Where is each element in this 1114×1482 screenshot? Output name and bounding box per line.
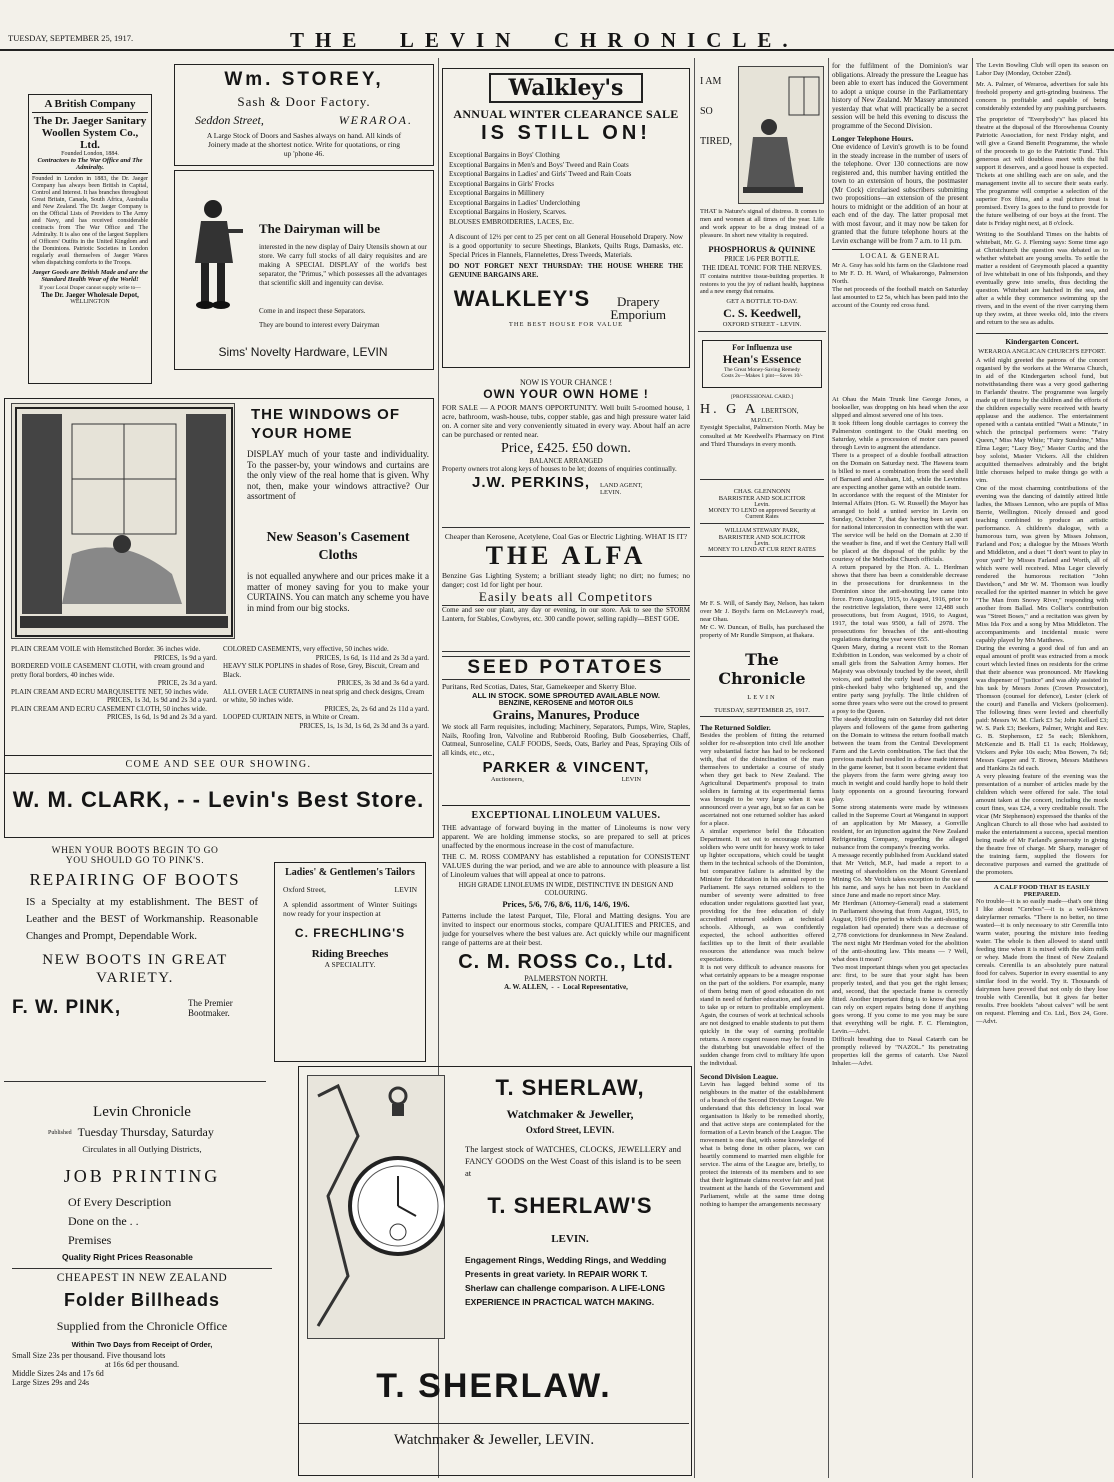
news-paragraph: Levin has lagged behind some of its neighbours in the matter of the establishment of a branch of the Second Division League. We understand that this deficiency in local war organisation is likely to be remedied shortly, and that active steps are contemplated for the formation of a Levin branch of the League. The movement is one that, with some knowledge of what is being done in other places, we can heartily commend to married men eligible for service. The aims of the League are, briefly, to protect the interests of its members and to see that their legitimate claims receive fair and just treatment at the hands of the Government and Parliament, while at the same time doing nothing to hamper the arrangements necessary	[700, 1081, 824, 1208]
jaeger-slogan: Jaeger Goods are British Made and are the Standard Health Wear of the World!	[32, 269, 148, 283]
news-paragraph: Difficult breathing due to Nasal Catarrh can be promptly relieved by "NAZOL." Its penetrating properties kill the germs of catarrh. Use Nazol Inhaler.—Advt.	[832, 1036, 968, 1067]
news-paragraph: A very pleasing feature of the evening was the presentation of a number of articles made by the children which were offered for sale. The total amount taken at the concert, including the mock court fines, was £24, a very creditable result. The vicar (Mr Stephenson) expressed the thanks of the Anglican Church to all those who had assisted to make the entertainment a success, special mention being made of Mr Farland's generosity in giving the theatre free of charge. Mr Sharp, manager of the training farm, supplied the flowers for decorative purposes and earned the gratitude of the promoters.	[976, 773, 1108, 876]
hga-name: H. G A	[700, 402, 759, 417]
pink-body: IS a Specialty at my establishment. The BEST of Leather and the BEST of Workmanship. Reasonable Changes and Prompt, Dependable Work.	[26, 897, 258, 942]
linoleum-title: EXCEPTIONAL LINOLEUM VALUES.	[471, 810, 661, 821]
news-col5-bottom	[700, 600, 824, 1480]
lawyer2-money: MONEY TO LEND AT CUR RENT RATES	[708, 547, 816, 553]
hga-title: M.P.O.C.	[750, 418, 774, 424]
walkley-footer2: Drapery Emporium	[610, 294, 667, 322]
freckling-body: A splendid assortment of Winter Suitings now ready for your inspection at	[283, 900, 417, 918]
news-paragraph: A return prepared by the Hon. A. L. Herdman shows that there has been a considerable decrease in the prosecutions for drunkenness in the Dominion since the anti-shouting law came into force. From August, 1915, to August, 1916, prior to the restrictive legislation, there were 12,488 such prosecutions, but from August, 1916, to August, 1917, the total was 9500, a fall of 2978. The prosecutions for breaches of the anti-shouting regulations during the year were 655.	[832, 564, 968, 643]
lawyer1-money: MONEY TO LEND on approved Security at Current Rates	[708, 508, 816, 520]
tired-product: PHOSPHORUS & QUININE	[708, 244, 816, 254]
news-paragraph: No trouble—it is so easily made—that's one thing I like about "Cerebos"—it is a well-known dairyfarmer remarks. "There is no better, no time wasted—it is only necessary to stir Cerenilla into warm water, pouring the mixture into feeding water. The whole is then allowed to stand until feeding time when it is mixed with the skim milk or whey. Made from the finest of New Zealand cereals. Cerenilla is an absolutely pure natural food for calves. Superior in every essential to any similar food in the world. Try it. Thousands of dairymen have proved that not only do they lose trouble with Cerenilla, but it gives far better results. Free booklets "about calves" will be sent on request. Fleming and Co. Ltd., Box 24, Gore.—Advt.	[976, 898, 1108, 1025]
tired-ad	[698, 62, 826, 332]
influenza-title: For Influenza use	[732, 343, 792, 352]
clark-ad	[4, 398, 434, 838]
perkins-body: FOR SALE — A POOR MAN'S OPPORTUNITY. Well built 5-roomed house, 1 acre, bathroom, wash-house, tubs, copper stable, gas and high pressure water laid on. A corner site and very conveniently situated in every way. About half an acre can be purchased or rented near.	[442, 403, 690, 439]
news-heading: Longer Telephone Hours.	[832, 134, 914, 143]
walkley-item: Exceptional Bargains in Girls' Frocks	[449, 179, 554, 188]
windows-price: PRICES, 1s 9d a yard.	[154, 653, 217, 662]
lawyer1-role: BARRISTER AND SOLICITOR	[718, 495, 806, 502]
news-paragraph: Mr C. W. Duncan, of Bulls, has purchased the property of Mr Rundle Simpson, at Ihakara.	[700, 624, 824, 639]
seed-oils: BENZINE, KEROSENE and MOTOR OILS	[498, 700, 634, 707]
chronicle-ad-folder: Folder Billheads	[63, 1290, 221, 1310]
tired-price: PRICE 1/6 PER BOTTLE.	[724, 255, 800, 263]
ross-agent: A. W. ALLEN, - - Local Representative,	[504, 983, 628, 991]
windows-title: THE WINDOWS OF YOUR HOME	[251, 406, 400, 442]
windows-item: COLORED CASEMENTS, very effective, 50 inches wide.	[223, 645, 389, 653]
column-rule	[694, 58, 695, 1478]
lawyer2-role: BARRISTER AND SOLICITOR	[718, 534, 806, 541]
tired-illustration	[738, 66, 824, 204]
jaeger-name: The Dr. Jaeger Sanitary Woollen System Co., Ltd.	[33, 115, 147, 151]
hga-body: Eyesight Specialist, Palmerston North. May be consulted at Mr Keedwell's Pharmacy on First and Third Thursdays in every month.	[700, 424, 824, 448]
news-paragraph: There is a prospect of a double football attraction on the Domain on Saturday next. The Hawera team is billed to meet a combination from the seed shell of Barnard and Abraham, Ltd., while the Levinites are expecting another game with an outside team.	[832, 452, 968, 491]
windows-intro: DISPLAY much of your taste and individuality. To the passer-by, your windows and curtains are the only view of the real home that is given. Why not, then, make your windows attractive? Our assortment of	[247, 449, 429, 501]
news-paragraph: Mr A. Gray has sold his farm on the Gladstone road to Mr F. D. H. Ward, of Whakarongo, Palmerston North.	[832, 262, 968, 285]
freckling-ad	[274, 862, 426, 1062]
sherlaw-ad	[298, 1066, 692, 1476]
news-paragraph: Mr. A. Palmer, of Weraroa, advertises for sale his freehold property and grit-grinding business. The concern is profitable and capable of being considerably extended by any pushing purchasers.	[976, 81, 1108, 112]
chronicle-ad-cheapest: CHEAPEST IN NEW ZEALAND	[12, 1268, 272, 1284]
news-paragraph: During the evening a good deal of fun and an equal amount of profit was extracted from a mock court which levied fines on residents for the crime that their absence was pronounced. Mr Hawking was dispenser of "justice" and was ably assisted in his task by Messrs Jones (Crown Prosecutor), Thomson (counsel for defence), Lester (clerk of the court) and Fanella and Vickers (policemen). The following fines were levied and cheerfully paid: Messrs W. M. Clark £3 5s; John Kellard £3; W. S. Park £3; Beekers, Palmer, Wright and Rev. G. B. Stephenson, £2 5s each; Blenkhorn, McKenzie and B. Hall £1 1s each; Holdaway, Vickers and Pyke 10s each; Miss Bowen, 7s 6d; Messrs Gapper and T. Brown, Messrs Matthews and Hankins 2s 6d each.	[976, 645, 1108, 772]
lawyer1-town: Levin.	[754, 502, 770, 508]
freckling-title: Ladies' & Gentlemen's Tailors	[285, 867, 415, 878]
chronicle-ad-l1: Of Every Description	[68, 1195, 172, 1209]
linoleum-p1: THE advantage of forward buying in the matter of Linoleums is now very apparent. We are holding immense stocks, so are prepared to sell at prices unaffected by the enormous increase in the cost of manufacture.	[442, 823, 690, 850]
windows-item: HEAVY SILK POPLINS in shades of Rose, Grey, Biscuit, Cream and Black.	[223, 662, 420, 679]
chronicle-ad-job: JOB PRINTING	[63, 1166, 221, 1186]
lawyer2-town: Levin.	[754, 541, 770, 547]
parker-role: Auctioneers,	[490, 776, 524, 783]
windows-price: PRICES, 1s 3d, 1s 9d and 2s 3d a yard.	[106, 696, 217, 704]
chronicle-ad-large: Large Sizes 29s and 24s	[12, 1378, 90, 1387]
perkins-price: Price, £425. £50 down.	[501, 441, 631, 456]
masthead-rule	[0, 49, 1114, 51]
perkins-terms: BALANCE ARRANGED	[529, 457, 603, 465]
linoleum-p2: THE C. M. ROSS COMPANY has established a reputation for CONSISTENT VALUES during the war period, and we are able to announce with pleasure a list of Linoleum values that will appeal at once to patrons.	[442, 852, 690, 879]
news-paragraph: At Ohau the Main Trunk line George Jones, a bookseller, was dropping on his head when the axe slipped and almost severed one of his toes.	[832, 396, 968, 419]
news-paragraph: A message recently published from Auckland stated that Mr Veitch, M.P., had made a report to a meeting of shareholders on the Mount Greenland Mining Co. Mr Veitch takes exception to the use of his name, and says he has not been in Auckland since June and made no report since May.	[832, 852, 968, 899]
windows-price: PRICE, 2s 3d a yard.	[157, 679, 217, 687]
masthead-date: TUESDAY, SEPTEMBER 25, 1917.	[8, 33, 134, 43]
chronicle-masthead: The Chronicle	[718, 650, 806, 688]
lawyers-cards	[700, 484, 824, 594]
sherlaw-street: Oxford Street, LEVIN.	[525, 1125, 615, 1135]
news-col5-top	[832, 62, 968, 392]
news-heading: Second Division League.	[700, 1072, 779, 1081]
column-rule	[828, 58, 829, 1478]
jaeger-note: If your Local Draper cannot supply write to—	[39, 285, 141, 291]
walkley-item: Exceptional Bargains in Boys' Clothing	[449, 151, 560, 159]
walkley-item: Exceptional Bargains in Hosiery, Scarves.	[449, 208, 567, 216]
linoleum-p4: Patterns include the latest Parquet, Tile, Floral and Matting designs. You are invited to inspect our enormous stocks, compare QUALITIES and PRICES, and judge for yourselves where the best values are. Act quickly while our magnificent range of patterns are at their best.	[442, 911, 690, 947]
chronicle-ad-title: Levin Chronicle	[93, 1104, 191, 1120]
chronicle-ad-middle: Middle Sizes 24s and 17s 6d	[12, 1369, 104, 1378]
window-illustration	[11, 403, 235, 639]
tired-cta: GET A BOTTLE TO-DAY.	[726, 298, 798, 305]
alfa-body2: Come and see our plant, any day or evening, in our store. Ask to see the STORM Lantern, for Stables, Cowbyres, etc. 300 candle power, selling rapidly—BEST GOE.	[442, 606, 690, 623]
influenza-tag: The Great Money-Saving Remedy	[724, 367, 800, 373]
windows-price: PRICES, 1s 6d, 1s 11d and 2s 3d a yard.	[315, 653, 429, 662]
chronicle-town: LEVIN	[747, 694, 777, 701]
linoleum-prices: Prices, 5/6, 7/6, 8/6, 11/6, 14/6, 19/6.	[502, 899, 630, 909]
walkley-discount: A discount of 12½ per cent to 25 per cent on all General Household Drapery. Now is a good opportunity to secure Sheetings, Blankets, Quilts Rugs, Damasks, etc. Special Prices in Flannels, Flannelettes, Dress Tweeds, Materials.	[449, 233, 683, 259]
storey-body: A Large Stock of Doors and Sashes always on hand. All kinds of Joinery made at the shortest notice. Write for quotations, or ring up 'phone 46.	[206, 131, 402, 158]
masthead-title: THE LEVIN CHRONICLE.	[290, 28, 799, 52]
sims-title: The Dairyman will be	[259, 221, 380, 236]
windows-price: PRICES, 2s, 2s 6d and 2s 11d a yard.	[324, 704, 429, 713]
news-col6	[832, 396, 968, 1476]
storey-ad	[174, 64, 434, 166]
windows-price: PRICES, 1s 6d, 1s 9d and 2s 3d a yard.	[106, 713, 217, 721]
chronicle-ad-l3: Premises	[68, 1233, 112, 1247]
windows-subtitle: New Season's Casement Cloths	[266, 530, 410, 563]
tired-line1: I AM	[700, 76, 722, 87]
storey-trade: Sash & Door Factory.	[237, 94, 371, 109]
sherlaw-name: T. SHERLAW,	[495, 1075, 645, 1100]
walkley-item: Exceptional Bargains in Men's and Boys' Tweed and Rain Coats	[449, 160, 629, 169]
news-heading: A CALF FOOD THAT IS EASILY PREPARED.	[976, 881, 1108, 898]
masthead	[0, 0, 1114, 54]
windows-price: PRICES, 3s 3d and 3s 6d a yard.	[337, 679, 429, 687]
tired-line3: TIRED,	[700, 136, 732, 147]
news-paragraph: Mr Herdman (Attorney-General) read a statement in Parliament showing that from August, 1915, to August, 1916 (the period in which the anti-shouting regulation had operated) there was a decrease of 2,778 convictions for drunkenness in New Zealand. The next night Mr Herdman voted for the abolition of the anti-shouting law. This means — ? Well, what does it mean?	[832, 900, 968, 963]
sims-body2: Come in and inspect these Separators.	[259, 307, 366, 315]
news-paragraph: One evidence of Levin's growth is to be found in the steady increase in the number of users of the telephone. Over 130 connections are now registered and, this number having entitled the town to an extension of hours, the postmaster (Mr Cock) circularised subscribers submitting two propositions—an extension of the present hours to midnight or the addition of an hour at each end of the day. The latter proposal met with most favour, and it may now be taken for granted that the future telephone hours at the Levin exchange will be from 7 a.m. to 11 p.m.	[832, 143, 968, 245]
perkins-note: Property owners trot along keys of houses to be let; dozens of enquiries continually.	[442, 465, 677, 473]
freckling-street: Oxford Street,	[283, 885, 326, 894]
chronicle-ad-l2: Done on the . .	[68, 1214, 139, 1228]
parker-footer: PARKER & VINCENT,	[482, 759, 650, 776]
alfa-name: THE ALFA	[485, 541, 647, 570]
chronicle-ad-supplied: Supplied from the Chronicle Office	[56, 1319, 228, 1333]
news-heading: LOCAL & GENERAL	[832, 249, 968, 260]
jaeger-ad	[28, 94, 152, 384]
sherlaw-body: The largest stock of WATCHES, CLOCKS, JEWELLERY and FANCY GOODS on the West Coast of this island is to be seen at	[465, 1144, 681, 1178]
freckling-tag: A SPECIALITY.	[324, 960, 376, 969]
pink-line2: YOU SHOULD GO TO PINK'S.	[65, 856, 205, 866]
windows-body: is not equalled anywhere and our prices make it a matter of money saving for you to make your CURTAINS. You can match any scheme you have in mind from our big stocks.	[247, 571, 429, 613]
walkley-item: Exceptional Bargains in Ladies' and Girls' Tweed and Rain Coats	[449, 170, 632, 178]
windows-price: PRICES, 1s, 1s 3d, 1s 6d, 2s 3d and 3s a yard.	[299, 721, 429, 730]
jaeger-founded: Founded London, 1884.	[61, 151, 119, 157]
storey-street: Seddon Street,	[195, 113, 264, 127]
news-heading: The Returned Soldier.	[700, 723, 771, 732]
news-paragraph: The steady drizzling rain on Saturday did not deter players and followers of the game from gathering on the Domain to witness the return football match between the team from the Central Development Farm and the Levin combination. The fact that the previous match had resulted in a draw made interest in the game keener, but it soon became evident that the players from the farm were giving away too much in weight and could hardly hope to hold their lusty opponents on a ground favouring forward play.	[832, 716, 968, 803]
sherlaw-name2: T. SHERLAW'S	[487, 1193, 653, 1218]
storey-town: WERAROA.	[338, 113, 413, 127]
clark-footer: W. M. CLARK, - - Levin's Best Store.	[12, 787, 425, 812]
news-paragraph: The proprietor of "Everybody's" has placed his theatre at the disposal of the Horowhenua County Patriotic Association, for next Friday night, and will give a Grand Benefit Programme, the whole of the proceeds to go to the Patriotic Fund. This generous act will doubtless meet with the full support it deserves, and a good house is expected. Tickets at one shilling each are on sale, and the management invite all to secure their seats early. The programme will comprise a selection of the superior Fox films, and a real picture treat is promised. Every 1s goes to the fund to provide for the future wellbeing of our boys at the front. The date is Friday night next, at 8 o'clock.	[976, 116, 1108, 227]
chronicle-ad-days: Tuesday Thursday, Saturday	[77, 1125, 214, 1139]
walkley-ad	[442, 68, 690, 368]
alfa-ad	[442, 532, 690, 652]
chronicle-ad-l4: Quality Right Prices Reasonable	[62, 1252, 193, 1262]
perkins-footer: J.W. PERKINS,	[471, 473, 591, 491]
pink-line1: WHEN YOUR BOOTS BEGIN TO GO	[51, 846, 219, 856]
freckling-town: LEVIN	[394, 885, 417, 894]
ross-town: PALMERSTON NORTH.	[524, 974, 608, 983]
walkley-tag: THE BEST HOUSE FOR VALUE	[508, 321, 624, 328]
pocket-watch-illustration	[307, 1075, 445, 1339]
alfa-top: Cheaper than Kerosene, Acetylene, Coal Gas or Electric Lighting. WHAT IS IT?	[444, 532, 688, 541]
windows-list-left	[11, 645, 217, 722]
dairyman-illustration	[183, 193, 247, 313]
sherlaw-footer2: Watchmaker & Jeweller, LEVIN.	[299, 1423, 689, 1449]
jaeger-contractors: Contractors to The War Office and The Admiralty.	[32, 157, 148, 174]
windows-item: ALL OVER LACE CURTAINS in neat sprig and check designs, Cream or white, 50 inches wide.	[223, 687, 425, 704]
sherlaw-footer: T. SHERLAW.	[376, 1367, 612, 1405]
influenza-ad	[702, 340, 822, 388]
alfa-slogan: Easily beats all Competitors	[442, 589, 690, 606]
walkley-name: Walkley's	[489, 73, 643, 103]
freckling-product: Riding Breeches	[311, 948, 389, 960]
news-paragraph: In accordance with the request of the Minister for Internal Affairs (Hon. G. W. Russell) the Mayor has arranged to hold a united service in Levin on Sunday, October 7, that day having been set apart for national intercession in connection with the war. The service will be held on the Domain at 2.30 if the weather is fine, and if wet the Century Hall will be placed at the disposal of the public by the courtesy of the Methodist Church officials.	[832, 492, 968, 563]
windows-item: PLAIN CREAM VOILE with Hemstitched Border. 36 inches wide.	[11, 645, 201, 653]
news-paragraph: Mr F. S. Will, of Sandy Bay, Nelson, has taken over Mr J. Boyd's farm on McLeavey's road, near Ohau.	[700, 600, 824, 623]
walkley-line1: ANNUAL WINTER CLEARANCE SALE	[453, 107, 679, 121]
chronicle-ad-at: at 16s 6d per thousand.	[105, 1360, 179, 1369]
news-paragraph: A wild night greeted the patrons of the concert organised by the workers at the Weraroa Church, in aid of the Kindergarten school fund, but notwithstanding there was a very good gathering in Farlands' theatre. The programme was largely made up of items by the children and the efforts of the children especially were received with hearty applause and the audience. The entertainment opened with a cantata entitled "Wait a Minute," in which the principal performers were: "Fairy Queen," Miss May White; "Fairy Sunshine," Miss Elma Leger; "Lazy Boy," Master Curtis; and the boy soloist, Master Vickers. All the children acquitted themselves admirably and the bright little choruses helped to make things go with a vim.	[976, 357, 1108, 484]
tired-address: OXFORD STREET - LEVIN.	[722, 321, 802, 328]
sherlaw-town: LEVIN.	[551, 1233, 589, 1245]
news-paragraph: Queen Mary, during a recent visit to the Roman Exhibition in London, was welcomed by a choir of small girls from the Salvation Army homes. Her Majesty was obviously touched by the sweet, shrill voices, and patted the curly head of the youngest pink-cheeked baby who brightened up, and the entire party sang joyfully. The little children of some three years who were out the crowd to present a posy to the Queen.	[832, 644, 968, 715]
storey-name: Wm. STOREY,	[224, 69, 384, 90]
hga-tag: [PROFESSIONAL CARD.]	[731, 394, 793, 400]
windows-list-right	[223, 645, 429, 730]
hga-card	[700, 394, 824, 480]
news-paragraph: It is not very difficult to advance reasons for what certainly appears to be a meagre response on the part of the soldiers. For example, many of them being men of good education do not stand in need of further education, and are able to take up or return to profitable employment. Again, the courses of work at technical schools are not designed to enable students to put them quickly in the way of earning profitable returns. A more cogent reason may be found in the disturbing but unavoidable effect of the sudden change from civil to military life upon the individual.	[700, 964, 824, 1067]
perkins-agent: LAND AGENT, LEVIN.	[600, 481, 643, 496]
lawyer2-name: WILLIAM STEWARY PARK,	[724, 528, 800, 534]
linoleum-p3: HIGH GRADE LINOLEUMS IN WIDE, DISTINCTIVE IN DESIGN AND COLOURING.	[458, 881, 674, 897]
news-col7	[976, 62, 1108, 1478]
chronicle-ad-small: Small Size 23s per thousand. Five thousand lots	[12, 1351, 166, 1360]
tired-body2: IT contains nutritive tissue-building properties. It restores to you the joy of radiant health, happiness and a new energy that remains.	[700, 274, 824, 295]
seed-title: SEED POTATOES	[442, 656, 690, 680]
seed-grains: Grains, Manures, Produce	[492, 707, 640, 722]
perkins-ad	[442, 376, 690, 528]
jaeger-title: A British Company	[32, 98, 148, 113]
seed-stock: ALL IN STOCK. SOME SPROUTED AVAILABLE NOW.	[472, 691, 660, 700]
column-rule	[972, 58, 973, 1478]
news-paragraph: One of the most charming contributions of the evening was the dancing of daintily attired little ladies, the Misses Lennon, who are pupils of Miss Berrie, Wellington. Nicely dressed and good teaching combined to produce an artistic performance. A children's dialogue, with a humorous turn, was given by Misses Johnson, Farland and Fox; a dialogue by the Misses Worth and Middleton, and a duet "I don't want to play in your yard" by Misses Farland and Worth, all of which were well received. Miss Leger cleverly rendered the humorous recitation "John Davidson," and Mr W. M. Thomson was loudly recalled for the spirited manner in which he gave "The Man from Snowy River," responding with another from Ballad. Mrs Collier's contribution was "Street Boses," and a recitation was given by Miss Ida Fox and a song by Miss Middleton. The accompaniments and incidental music were capably played by Mrs Matthews.	[976, 485, 1108, 644]
sherlaw-trade: Watchmaker & Jeweller,	[506, 1107, 634, 1121]
walkley-item: Exceptional Bargains in Millinery	[449, 189, 545, 197]
news-paragraph: Writing to the Southland Times on the habits of whitebait, Mr. G. J. Fleming says: Some time ago at Christchurch the question was debated as to whether whitebait are young smelts. To settle the matter a resident of Greymouth placed a quantity of live whitebait in one of his fishponds, and they eventually grew into smelts, thus deciding the question. Whitebait are hatched in the sea, and after a while they commence swimming up the rivers, and in the event of the river carrying them up they swim, at three weeks old, into the rivers and return to the sea as adults.	[976, 231, 1108, 326]
lawyer1-name: CHAS. GLENNONN	[733, 488, 791, 495]
seed-body2: We stock all Farm requisites, including; Machinery, Separators, Pumps, Wire, Staples, Nails, Roofing Iron, Valvoline and Rubberoid Roofing, Bulb Gooseberries, Chaff, Oatmeal, Sunroseline, CALF FOODS, Seeds, Oats, Barley and Peas, Spraying Oils of all kinds, etc., etc.,	[442, 723, 690, 757]
parker-vincent-ad	[442, 656, 690, 806]
pink-title: REPAIRING OF BOOTS	[29, 870, 241, 889]
sims-body3: They are bound to interest every Dairyman	[259, 321, 380, 329]
jaeger-city: WELLINGTON	[70, 299, 110, 305]
sherlaw-body2: Engagement Rings, Wedding Rings, and Wedding Presents in great variety. In REPAIR WORK T. Sherlaw can challenge comparison. A LIFE-LONG EXPERIENCE IN PRACTICAL WATCH MAKING.	[465, 1255, 667, 1307]
sims-body1: interested in the new display of Dairy Utensils shown at our store. We carry full stocks of all dairy requisites and are making A SPECIAL DISPLAY of the world's best separator, the "Primus," which possesses all the advantages that scientific skill and ingenuity can devise.	[259, 243, 427, 287]
tired-body: THAT is Nature's signal of distress. It comes to men and women at all times of the year. Life and work appear to be a drag instead of a pleasure. In short new vitality is required.	[700, 208, 824, 239]
tired-chemist: C. S. Keedwell,	[723, 306, 801, 320]
news-heading: Kindergarten Concert.	[976, 333, 1108, 346]
walkley-notice: DO NOT FORGET NEXT THURSDAY: THE HOUSE WHERE THE GENUINE BARGAINS ARE.	[449, 262, 683, 279]
news-paragraph: Two most important things when you get spectacles are: first, to be sure that your sight has been properly tested, and that you get the right lenses; and, second, that the spectacle frame is correctly fitted. Another important thing is to know that you can rely on expert repairs being done if anything goes wrong. If you come to me you may be sure that everything will be right. F. C. Flemington, Levin.—Advt.	[832, 964, 968, 1035]
pink-footer: F. W. PINK,	[12, 997, 122, 1018]
influenza-product: Hean's Essence	[722, 352, 802, 366]
pink-role: The Premier Bootmaker.	[188, 998, 233, 1018]
tired-tonic: THE IDEAL TONIC FOR THE NERVES.	[702, 264, 822, 272]
parker-town: LEVIN	[621, 776, 642, 783]
news-subheading: WERAROA ANGLICAN CHURCH'S EFFORT.	[978, 348, 1106, 355]
ross-footer: C. M. ROSS Co., Ltd.	[458, 951, 674, 973]
jaeger-depot: The Dr. Jaeger Wholesale Depot,	[41, 291, 139, 299]
news-paragraph: It took fifteen long double carriages to convey the Palmerston contingent to the Otaki meeting on Saturday, while a procession of motor cars passed through Levin to augment the attendance.	[832, 420, 968, 451]
influenza-price: Costs 2s—Makes 1 pint—Saves 10/-	[721, 373, 803, 379]
alfa-body: Benzine Gas Lighting System; a brilliant steady light; no dirt; no fumes; no danger; cost 1d for light per hour.	[442, 571, 690, 589]
jaeger-body: Founded in London in 1883, the Dr. Jaeger Company has always been British in Capital, Control and Interest. It has branches throughout Great Britain, Canada, South Africa, Australia and New Zealand. The Dr. Jaeger Company is on the Official Lists of Providers to The Army and Navy, and has received considerable contracts from The War Office and The Admiralty. It is also one of the largest Suppliers of Officers' Outfits in the United Kingdom and the Dominions. Patriotic Societies in London regularly avail themselves of Jaeger Wares when dispatching comforts to the Troops.	[32, 176, 148, 266]
sims-ad	[174, 170, 434, 370]
chronicle-ad-published: Published	[48, 1129, 72, 1136]
walkley-item: Exceptional Bargains in Ladies' Underclothing	[449, 198, 580, 207]
news-paragraph: The net proceeds of the football match on Saturday last amounted to £2 5s, which has been paid into the account of the County red cross fund.	[832, 286, 968, 309]
pink-ad	[4, 842, 266, 1082]
windows-item: PLAIN CREAM AND ECRU MARQUISETTE NET, 50 inches wide.	[11, 687, 209, 696]
windows-cta: COME AND SEE OUR SHOWING.	[5, 755, 432, 774]
windows-item: PLAIN CREAM AND ECRU CASEMENT CLOTH, 50 inches wide.	[11, 704, 207, 713]
perkins-top: NOW IS YOUR CHANCE !	[520, 378, 612, 387]
sims-footer: Sims' Novelty Hardware, LEVIN	[218, 345, 388, 359]
windows-item: BORDERED VOILE CASEMENT CLOTH, with cream ground and pretty floral borders, 40 inches wide.	[11, 662, 204, 679]
news-paragraph: The Levin Bowling Club will open its season on Labor Day (Monday, October 22nd).	[976, 62, 1108, 77]
chronicle-ad-within: Within Two Days from Receipt of Order,	[71, 1340, 213, 1349]
news-paragraph: Besides the problem of fitting the returned soldier for re-absorption into civil life another very substantial factor has had to be reckoned with, that of the disinclination of the man themselves to undertake a course of study when they get back to New Zealand. The Agricultural Department's proposal to train soldiers in farming at its experimental farms was brought to be very large when it was announced over a year ago, but so far as can be ascertained not one returned soldier has asked for a place.	[700, 732, 824, 827]
hga-name2: LBERTSON,	[761, 407, 799, 415]
seed-body: Puritans, Red Scotias, Dates, Star, Gamekeeper and Skerry Blue.	[442, 682, 637, 691]
windows-item: LOOPED CURTAIN NETS, in White or Cream.	[223, 713, 360, 721]
chronicle-printing-ad	[4, 1090, 280, 1478]
walkley-line2: IS STILL ON!	[481, 122, 651, 144]
news-paragraph: A similar experience befel the Education Department. It set out to encourage returned soldiers who were unfit for heavy work to take up lighter occupations, which could be taught them in the technical schools of the Dominion, but comparative failure is admitted by the Minister for Education in his annual report to Parliament. He says returned soldiers to the number of seventy were admitted to free education under regulations gazetted last year, providing for the free education of duly accredited returned soldiers at technical schools. Although, as was confidently expected, the school authorities offered facilities up to the limit of their available resources the attendance was much below expectations.	[700, 828, 824, 963]
chronicle-ad-circ: Circulates in all Outlying Districts,	[82, 1144, 202, 1154]
walkley-item: BLOUSES EMBROIDERIES, LACES, Etc.	[449, 217, 574, 226]
pink-new: NEW BOOTS IN GREAT VARIETY.	[42, 952, 228, 986]
news-paragraph: for the fulfilment of the Dominion's war obligations. Already the pressure the League has been able to exert has induced the Government to adopt a unique course in the Parliamentary history of New Zealand. Mr Massey announced yesterday that what will practically be a secret session will be held this evening to discuss the programme of the Second Division.	[832, 62, 968, 130]
tired-line2: SO	[700, 106, 713, 117]
chronicle-date: TUESDAY, SEPTEMBER 25, 1917.	[700, 707, 824, 717]
walkley-footer: WALKLEY'S	[453, 286, 591, 311]
perkins-headline: OWN YOUR OWN HOME !	[483, 387, 649, 401]
freckling-name: C. FRECHLING'S	[294, 926, 406, 940]
news-paragraph: Some strong statements were made by witnesses called in the Supreme Court at Wanganui in support of an application by Mr Massey, a Gonville resident, for an injunction against the New Zealand Refrigerating Company, regarding the alleged nuisance from the company's freezing works.	[832, 804, 968, 851]
ross-ad	[442, 810, 690, 1060]
